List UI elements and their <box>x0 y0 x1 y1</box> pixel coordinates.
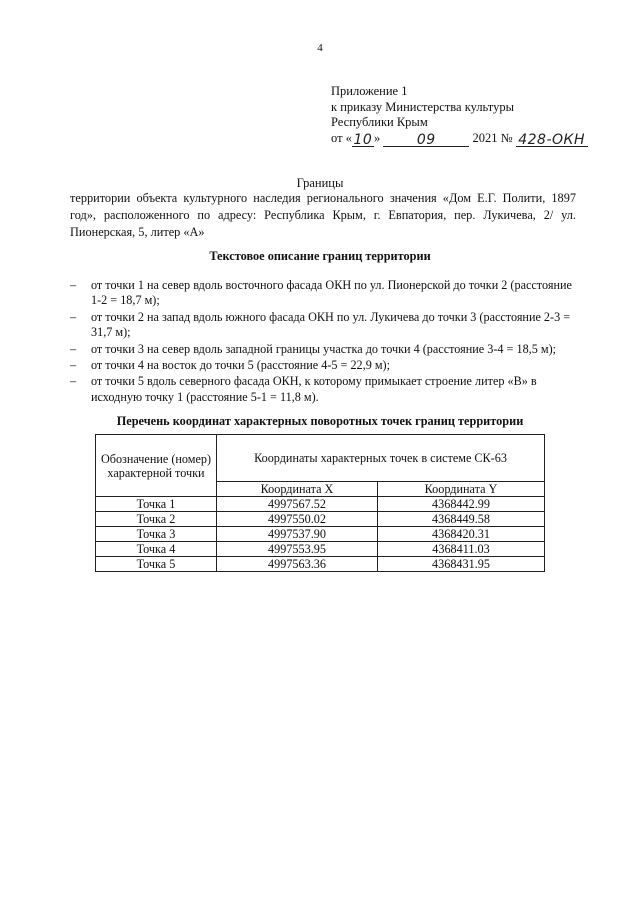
point-cell: Точка 5 <box>96 557 217 572</box>
y-cell: 4368442.99 <box>378 497 545 512</box>
appendix-block <box>331 84 588 147</box>
list-item: – от точки 5 вдоль северного фасада ОКН, к которому примыкает строение литер «В» в исходную точку 1 (расстояние 5-1 = 11,8 м). <box>70 374 537 404</box>
territory-description: территории объекта культурного наследия регионального значения «Дом Е.Г. Полити, 1897 год», расположенного по адресу: Республика Крым, г. Евпатория, пер. Лукичева, 2/ ул. Пионерская, 5, литер «А» <box>70 191 576 239</box>
list-marker: – <box>70 358 77 373</box>
boundary-description-list <box>70 278 585 406</box>
x-cell: 4997567.52 <box>217 497 378 512</box>
table-row <box>96 557 545 572</box>
y-coordinate-header: Координата Y <box>378 482 545 497</box>
list-item: – от точки 1 на север вдоль восточного фасада ОКН по ул. Пионерской до точки 2 (расстояние 1-2 = 18,7 м); <box>70 278 572 308</box>
table-header-row <box>96 435 545 482</box>
date-mid: » <box>373 130 381 145</box>
handwritten-day: 10 <box>353 131 373 148</box>
point-cell: Точка 4 <box>96 542 217 557</box>
document-heading: Границы <box>296 176 344 190</box>
table-row <box>96 497 545 512</box>
table-title: Перечень координат характерных поворотных точек границ территории <box>116 414 524 428</box>
coordinates-table <box>95 434 545 572</box>
list-marker: – <box>70 341 77 356</box>
page-number: 4 <box>317 42 323 54</box>
y-cell: 4368420.31 <box>378 527 545 542</box>
list-item: – от точки 4 на восток до точки 5 (расстояние 4-5 = 22,9 м); <box>70 358 390 373</box>
handwritten-month: 09 <box>416 131 436 148</box>
x-cell: 4997553.95 <box>217 542 378 557</box>
y-cell: 4368411.03 <box>378 542 545 557</box>
appendix-date-line <box>331 131 588 147</box>
date-prefix: от « <box>331 130 352 145</box>
coordinates-group-header: Координаты характерных точек в системе СК-63 <box>217 435 545 482</box>
y-cell: 4368449.58 <box>378 512 545 527</box>
point-designation-header: Обозначение (номер) характерной точки <box>96 435 217 497</box>
appendix-order-ref: к приказу Министерства культуры <box>331 99 514 114</box>
appendix-title: Приложение 1 <box>331 84 408 98</box>
table-row <box>96 542 545 557</box>
x-cell: 4997537.90 <box>217 527 378 542</box>
list-item: – от точки 3 на север вдоль западной границы участка до точки 4 (расстояние 3-4 = 18,5 м); <box>70 341 557 356</box>
x-cell: 4997563.36 <box>217 557 378 572</box>
list-marker: – <box>70 278 77 292</box>
list-marker: – <box>70 309 77 324</box>
date-year: 2021 № <box>472 130 513 145</box>
point-cell: Точка 1 <box>96 497 217 512</box>
list-item: – от точки 2 на запад вдоль южного фасада ОКН по ул. Лукичева до точки 3 (расстояние 2-3 = 31,7 м); <box>70 309 571 340</box>
y-cell: 4368431.95 <box>378 557 545 572</box>
appendix-region: Республики Крым <box>331 115 428 129</box>
point-cell: Точка 3 <box>96 527 217 542</box>
table-row <box>96 512 545 527</box>
point-cell: Точка 2 <box>96 512 217 527</box>
x-cell: 4997550.02 <box>217 512 378 527</box>
text-section-title: Текстовое описание границ территории <box>209 249 431 263</box>
table-row <box>96 527 545 542</box>
x-coordinate-header: Координата X <box>217 482 378 497</box>
list-marker: – <box>70 374 77 389</box>
handwritten-order-number: 428-ОКН <box>518 131 585 148</box>
